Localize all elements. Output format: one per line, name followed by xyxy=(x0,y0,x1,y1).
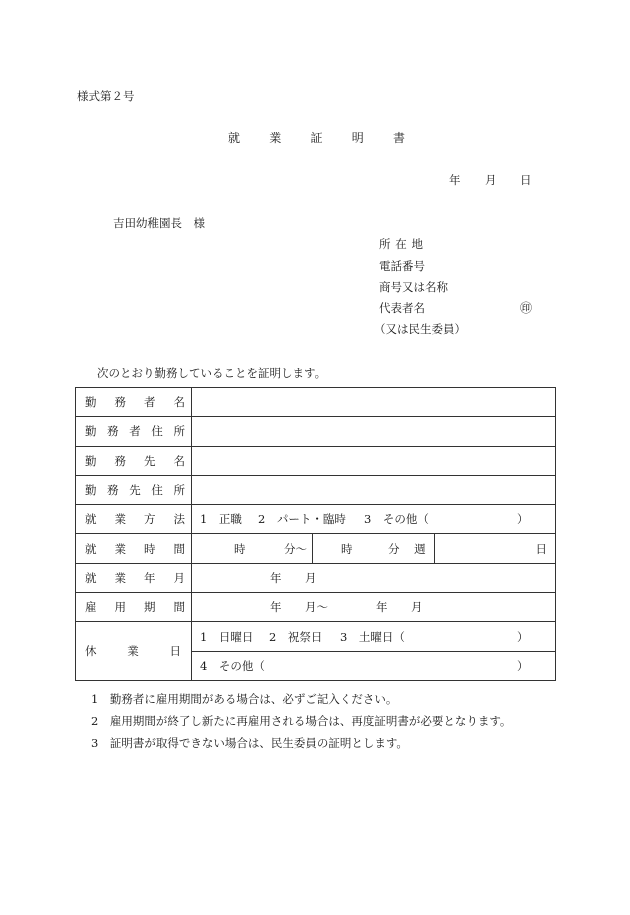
note-1: 1 勤務者に雇用期間がある場合は、必ずご記入ください。 xyxy=(91,692,398,706)
start-year: 年 xyxy=(270,570,282,585)
worker-name-field[interactable] xyxy=(192,388,556,417)
label-work-type: 就 業 方 法 xyxy=(85,512,185,527)
page-title: 就 業 証 明 書 xyxy=(228,131,405,145)
date-year: 年 xyxy=(449,173,461,187)
employment-table xyxy=(75,387,556,681)
hours-end-minute: 分 xyxy=(388,541,400,556)
addressee: 吉田幼稚園長 様 xyxy=(113,216,205,230)
table-row xyxy=(76,475,556,504)
employer-name-field[interactable] xyxy=(192,446,556,475)
period-end-year: 年 xyxy=(376,600,388,615)
holiday-option-national[interactable]: 2 祝祭日 xyxy=(269,629,323,644)
table-row xyxy=(76,388,556,417)
table-row xyxy=(76,417,556,446)
work-type-close: ） xyxy=(517,512,529,527)
holiday-option-other[interactable]: 4 その他（ xyxy=(200,658,265,673)
table-row xyxy=(76,534,556,563)
work-type-option-1[interactable]: 1 正職 xyxy=(200,512,242,527)
holiday-option-sunday[interactable]: 1 日曜日 xyxy=(200,629,254,644)
seal-icon: ㊞ xyxy=(520,301,533,315)
label-work-hours: 就 業 時 間 xyxy=(85,541,185,556)
date-day: 日 xyxy=(520,173,532,187)
days-count-cell[interactable] xyxy=(434,534,555,563)
days-per-week-cell[interactable] xyxy=(313,534,434,563)
form-number: 様式第２号 xyxy=(77,89,135,103)
employer-address-field[interactable] xyxy=(192,475,556,504)
intro-text: 次のとおり勤務していることを証明します。 xyxy=(97,366,327,380)
table-row xyxy=(76,446,556,475)
holidays-field-2[interactable] xyxy=(192,651,556,680)
date-month: 月 xyxy=(485,173,497,187)
worker-address-field[interactable] xyxy=(192,417,556,446)
label-employer-name: 勤 務 先 名 xyxy=(85,453,185,468)
work-hours-field[interactable] xyxy=(192,534,400,563)
issuer-company-label: 商号又は名称 xyxy=(379,280,448,294)
table-row xyxy=(76,563,556,592)
issuer-rep-label: 代表者名 xyxy=(379,301,425,315)
hours-end-hour: 時 xyxy=(341,541,353,556)
employment-period-field[interactable] xyxy=(192,593,556,622)
holidays-field-1[interactable] xyxy=(192,622,556,651)
work-type-field[interactable] xyxy=(192,505,556,534)
label-worker-name: 勤 務 者 名 xyxy=(85,395,185,410)
holiday-close-1: ） xyxy=(517,629,529,644)
period-start-year: 年 xyxy=(270,600,282,615)
note-2: 2 雇用期間が終了し新たに再雇用される場合は、再度証明書が必要となります。 xyxy=(91,714,512,728)
period-start-month: 月～ xyxy=(305,600,328,615)
table-row xyxy=(76,505,556,534)
label-employer-address: 勤 務 先 住 所 xyxy=(85,483,185,498)
day-label: 日 xyxy=(535,541,547,556)
start-date-field[interactable] xyxy=(192,563,556,592)
table-row xyxy=(76,622,556,651)
issuer-phone-label: 電話番号 xyxy=(379,259,425,273)
label-holidays: 休 業 日 xyxy=(85,644,181,659)
note-3: 3 証明書が取得できない場合は、民生委員の証明とします。 xyxy=(91,736,408,750)
label-start-date: 就 業 年 月 xyxy=(85,570,185,585)
work-type-option-3[interactable]: 3 その他（ xyxy=(364,512,429,527)
work-type-option-2[interactable]: 2 パート・臨時 xyxy=(258,512,346,527)
period-end-month: 月 xyxy=(411,600,423,615)
table-row xyxy=(76,593,556,622)
week-label: 週 xyxy=(414,541,426,556)
hours-start-hour: 時 xyxy=(234,541,246,556)
start-month: 月 xyxy=(305,570,317,585)
issuer-alt-label: （又は民生委員） xyxy=(374,322,466,336)
label-employment-period: 雇 用 期 間 xyxy=(85,600,185,615)
issuer-address-label: 所 在 地 xyxy=(379,237,423,251)
holiday-option-saturday[interactable]: 3 土曜日（ xyxy=(340,629,405,644)
holiday-close-2: ） xyxy=(517,658,529,673)
label-worker-address: 勤 務 者 住 所 xyxy=(85,424,185,439)
hours-start-minute: 分～ xyxy=(284,541,307,556)
